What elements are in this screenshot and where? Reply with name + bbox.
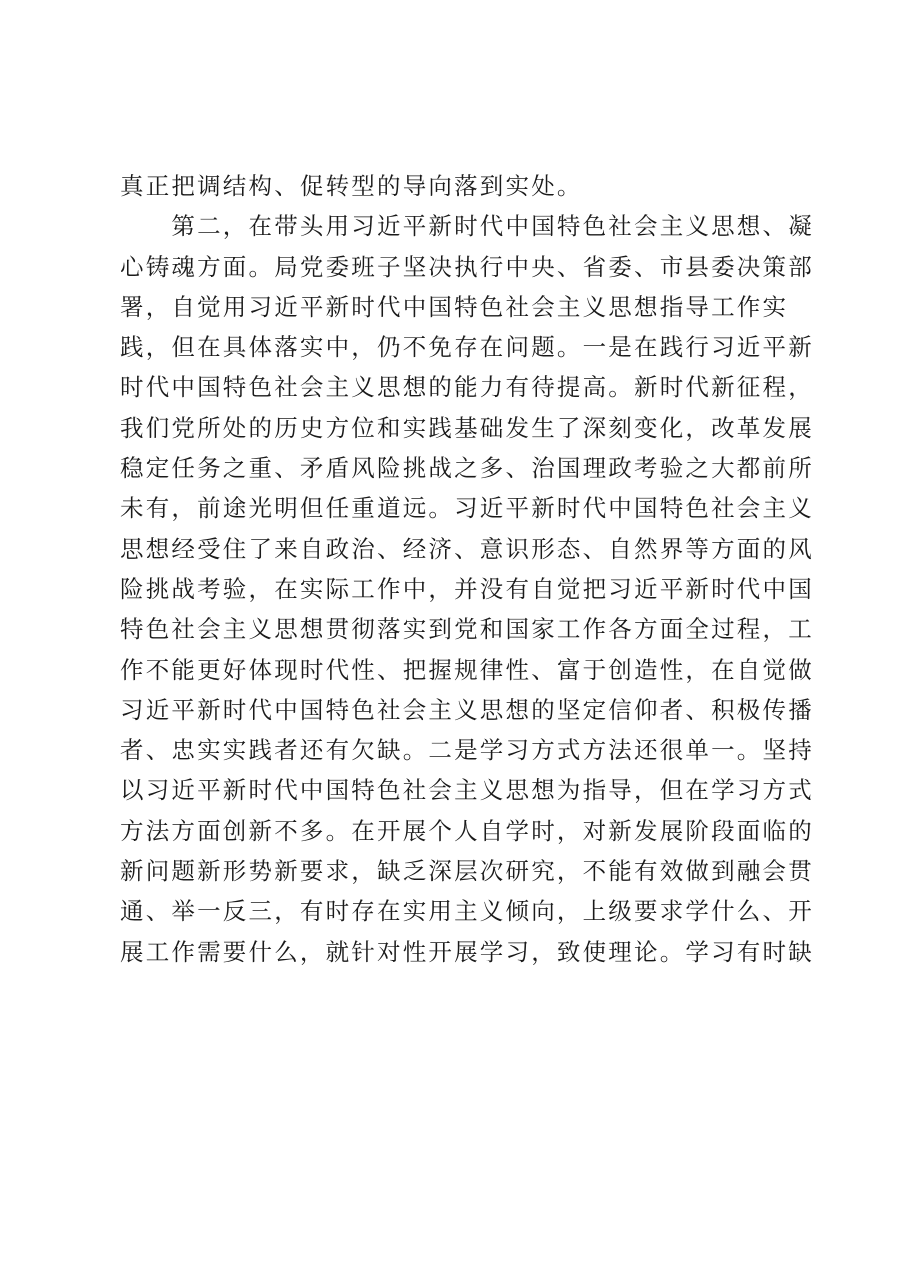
text-line: 新问题新形势新要求，缺乏深层次研究，不能有效做到融会贯 [120,857,814,886]
text-line: 特色社会主义思想贯彻落实到党和国家工作各方面全过程，工 [120,615,814,644]
text-line: 思想经受住了来自政治、经济、意识形态、自然界等方面的风 [120,534,814,563]
text-line: 险挑战考验，在实际工作中，并没有自觉把习近平新时代中国 [120,574,814,603]
text-line: 展工作需要什么，就针对性开展学习，致使理论。学习有时缺 [120,937,814,966]
text-line: 第二，在带头用习近平新时代中国特色社会主义思想、凝 [120,212,814,241]
document-body-text [120,166,820,972]
text-line: 我们党所处的历史方位和实践基础发生了深刻变化，改革发展 [120,413,814,442]
text-line: 践，但在具体落实中，仍不免存在问题。一是在践行习近平新 [120,333,814,362]
text-line: 稳定任务之重、矛盾风险挑战之多、治国理政考验之大都前所 [120,454,814,483]
text-line: 心铸魂方面。局党委班子坚决执行中央、省委、市县委决策部 [120,252,814,281]
text-line: 习近平新时代中国特色社会主义思想的坚定信仰者、积极传播 [120,695,814,724]
text-line: 真正把调结构、促转型的导向落到实处。 [120,172,583,200]
text-line: 时代中国特色社会主义思想的能力有待提高。新时代新征程， [120,373,814,402]
text-line: 方法方面创新不多。在开展个人自学时，对新发展阶段面临的 [120,816,814,845]
text-line: 未有，前途光明但任重道远。习近平新时代中国特色社会主义 [120,494,814,523]
text-line: 作不能更好体现时代性、把握规律性、富于创造性，在自觉做 [120,655,814,684]
text-line: 者、忠实实践者还有欠缺。二是学习方式方法还很单一。坚持 [120,736,814,765]
text-line: 通、举一反三，有时存在实用主义倾向，上级要求学什么、开 [120,897,814,926]
text-line: 以习近平新时代中国特色社会主义思想为指导，但在学习方式 [120,776,814,805]
text-line: 署，自觉用习近平新时代中国特色社会主义思想指导工作实 [120,292,789,321]
